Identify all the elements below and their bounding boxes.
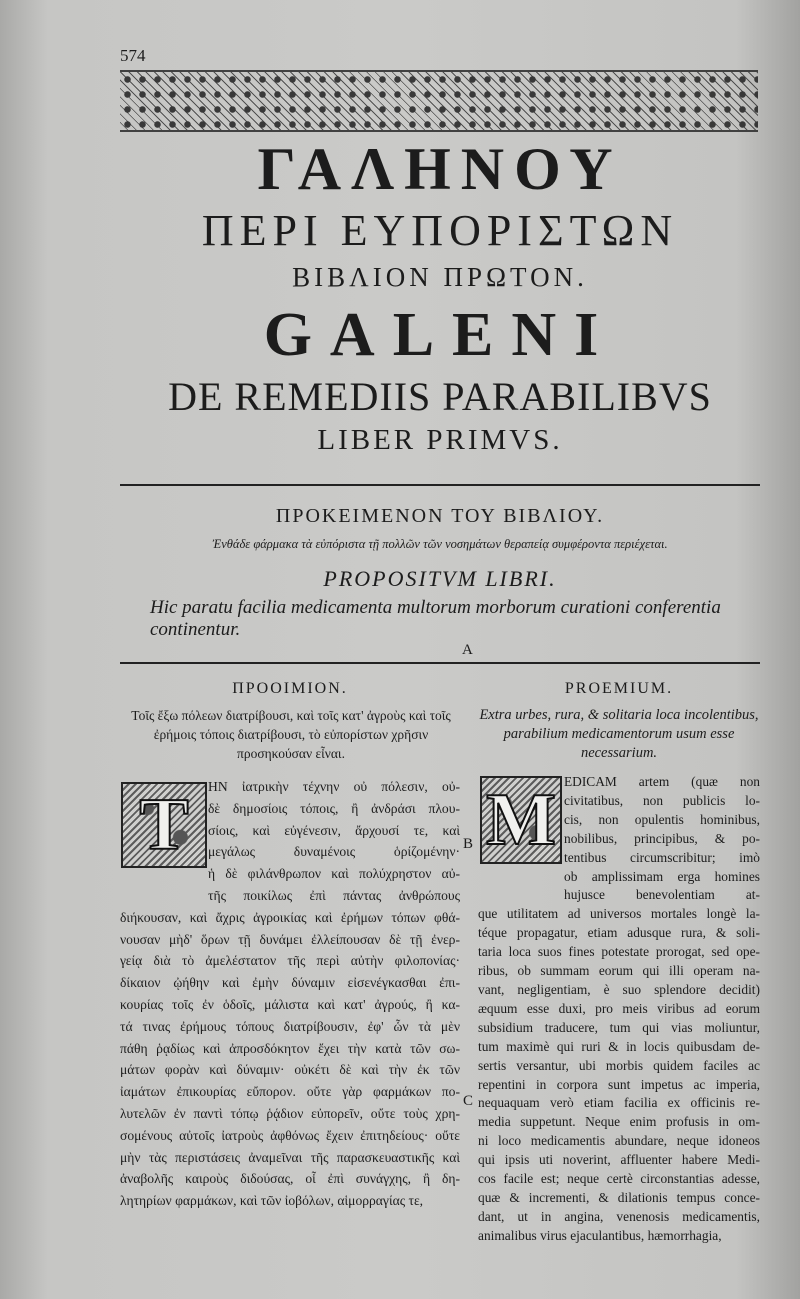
text-line: ἡ δὲ φιλάνθρωπον καὶ πολύχρηστον αὐ- <box>208 866 460 882</box>
text-line: σομένους αὐτοῖς ἰατροὺς ἀφθόνως ἔχειν ἐπιτηδείους· οὔτε <box>120 1127 460 1143</box>
text-line: κουρίας τοῖς ἐν ὁδοῖς, μάλιστα καὶ κατ' ἀγρούς, ἢ κα- <box>120 996 460 1012</box>
text-line: animalibus virus ejaculantibus, hæmorrhagia, <box>478 1227 722 1243</box>
latin-body-text <box>478 773 760 1246</box>
text-line: taria loca suos fines potestate prorogat, sed ope- <box>478 944 760 960</box>
text-line: tum maximè qui ruri & in locis quibusdam de- <box>478 1038 760 1054</box>
text-line: dant, ut in angina, venenosis medicamentis, <box>478 1208 760 1224</box>
text-line: quæ & incrementi, & dilationis tempus conce- <box>478 1189 760 1205</box>
text-line: ni loco medicamentis abundare, neque idoneos <box>478 1133 760 1149</box>
text-line: subsidium traducere, tum qui vias moliuntur, <box>478 1019 760 1035</box>
text-line: repentini in corpora sunt impetus ac imperia, <box>478 1076 760 1092</box>
text-line: διήκουσαν, καὶ ἄχρις ἀγροικίας καὶ ἐρήμων τόπων φθά- <box>120 909 460 925</box>
text-line: nobilibus, principibus, & po- <box>564 830 760 846</box>
text-line: nequaquam verò etiam facilia ex officinis re- <box>478 1095 760 1111</box>
text-line: qui ipsis uti noverint, affluenter habere Medi- <box>478 1152 760 1168</box>
text-line: τῆς ποικίλως ἐπὶ πάντας ἀνθρώπους <box>208 887 460 903</box>
ornamental-headpiece <box>120 70 758 132</box>
latin-author-title: GALENI <box>263 301 617 369</box>
text-line: γείᾳ διὰ τὸ ἀμελέστατον τῆς περὶ αὐτὴν φιλοπονίας· <box>120 953 460 969</box>
latin-book-title: LIBER PRIMVS. <box>317 424 563 456</box>
greek-author-title: ΓΑΛΗΝΟΥ <box>257 136 623 202</box>
margin-marker-b: B <box>463 836 474 852</box>
text-line: τά τινας ἐρήμους τόπους διατρίβουσιν, ἐφ' ὧν τὰ μὲν <box>120 1018 460 1034</box>
text-line: νουσαν μὴδ' ὅρων τῇ δυνάμει ἐλλείπουσαν δὲ τῇ ἐνερ- <box>120 931 460 947</box>
latin-column-heading: PROEMIUM. <box>564 680 674 697</box>
text-line: σίοις, καὶ εὐγένεσιν, ἄρχουσί τε, καὶ <box>208 822 460 838</box>
text-line: ἰαμάτων ἐπικουρίας εὔπορον. οὔτε γὰρ φαρμάκων πο- <box>120 1084 460 1100</box>
greek-initial-letter: T <box>139 784 189 866</box>
proposition-greek-heading: ΠΡΟΚΕΙΜΕΝΟΝ ΤΟΥ ΒΙΒΛΙΟΥ. <box>275 505 605 527</box>
proposition-greek-text: Ἐνθάδε φάρμακα τὰ εὐπόριστα τῇ πολλῶν τῶν νοσημάτων θεραπείᾳ συμφέροντα περιέχεται. <box>212 537 668 551</box>
text-line: μὴν τὰς περιστάσεις ἀναμεῖναι τῆς παρασκευαστικῆς καὶ <box>120 1149 460 1165</box>
text-line: EDICAM artem (quæ non <box>564 774 760 789</box>
margin-marker-a: A <box>462 642 473 658</box>
greek-work-title: ΠΕΡΙ ΕΥΠΟΡΙΣΤΩΝ <box>201 206 679 255</box>
text-line: cos facile est; neque certè circonstantias adesse, <box>478 1171 760 1187</box>
text-line: tentibus circumscribitur; imò <box>564 849 760 865</box>
text-line: cis, non opulentis hominibus, <box>564 811 760 827</box>
proposition-latin-text: Hic paratu facilia medicamenta multorum morborum curationi conferentia continentur. <box>150 597 721 640</box>
text-line: πάθη ῥᾳδίως καὶ ἀπροσδόκητον ἔχει τὴν κατὰ τῶν σω- <box>120 1040 460 1056</box>
greek-body-text <box>120 776 460 1212</box>
text-line: téque propagatur, etiam adusque rura, & soli- <box>478 925 760 941</box>
page-number: 574 <box>120 46 146 65</box>
text-line: μεγάλως δυναμένοις ὁρίζομένην· <box>208 844 460 860</box>
text-line: λυτελῶν ἐν παντὶ τόπῳ ῥᾴδιον εὐπορεῖν, οὔτε τοὺς χρη- <box>120 1105 460 1121</box>
proposition-latin-heading: PROPOSITVM LIBRI. <box>323 566 557 591</box>
latin-column-subheading: Extra urbes, rura, & solitaria loca incolentibus, parabilium medicamentorum usum esse necessarium. <box>479 707 759 761</box>
latin-initial-letter: M <box>486 779 556 861</box>
title-rule <box>120 484 760 486</box>
section-rule <box>120 662 760 664</box>
latin-work-title: DE REMEDIIS PARABILIBVS <box>168 374 712 419</box>
text-line: ΗΝ ἰατρικὴν τέχνην οὐ πόλεσιν, οὐ- <box>208 779 460 794</box>
text-line: ob amplissimam erga homines <box>564 868 760 884</box>
text-line: sertis versantur, ubi morbis quidem faciles ac <box>478 1057 760 1073</box>
text-line: civitatibus, non publicis lo- <box>564 792 760 808</box>
text-line: μάτων φορὰν καὶ δύναμιν· οὐκέτι δὲ καὶ τὴν ἐκ τῶν <box>120 1062 460 1078</box>
text-line: que utilitatem ad universos mortales longè la- <box>478 906 760 922</box>
text-line: ἀναβολῆς καιροὺς διδούσας, οἷ ἐπὶ συνάγχης, ἢ δη- <box>120 1171 460 1187</box>
greek-book-title: ΒΙΒΛΙΟΝ ΠΡΩΤΟΝ. <box>292 262 588 292</box>
text-line: δίκαιον ᾠήθην καὶ ἐμὴν δύναμιν εἰσενέγκασθαι ἐπι- <box>120 975 460 991</box>
greek-column-subheading: Τοῖς ἔξω πόλεων διατρίβουσι, καὶ τοῖς κατ' ἀγροὺς καὶ τοῖς ἐρήμοις τόποις διατρίβουσι, τὸ εὐπορίστων χρῆσιν προσηκούσαν εἶναι. <box>131 708 451 761</box>
text-line: æquum esse duxi, pro meis viribus ad eorum <box>478 1000 760 1016</box>
text-line: λητηρίων φαρμάκων, καὶ τῶν ἰοβόλων, αἱμορραγίας τε, <box>120 1193 424 1209</box>
text-line: hujusce benevolentiam at- <box>564 887 760 903</box>
text-line: ribus, ob summam eorum qui illi operam na- <box>478 963 760 979</box>
text-line: vant, negligentiam, è suo splendore decidit) <box>478 981 760 997</box>
greek-column-heading: ΠΡΟΟΙΜΙΟΝ. <box>232 680 348 697</box>
margin-marker-c: C <box>463 1093 474 1109</box>
text-line: δὲ δημοσίοις τόποις, ἢ ἀνδράσι πλου- <box>208 800 460 816</box>
text-line: media suppetunt. Neque enim profusis in om- <box>478 1114 760 1130</box>
